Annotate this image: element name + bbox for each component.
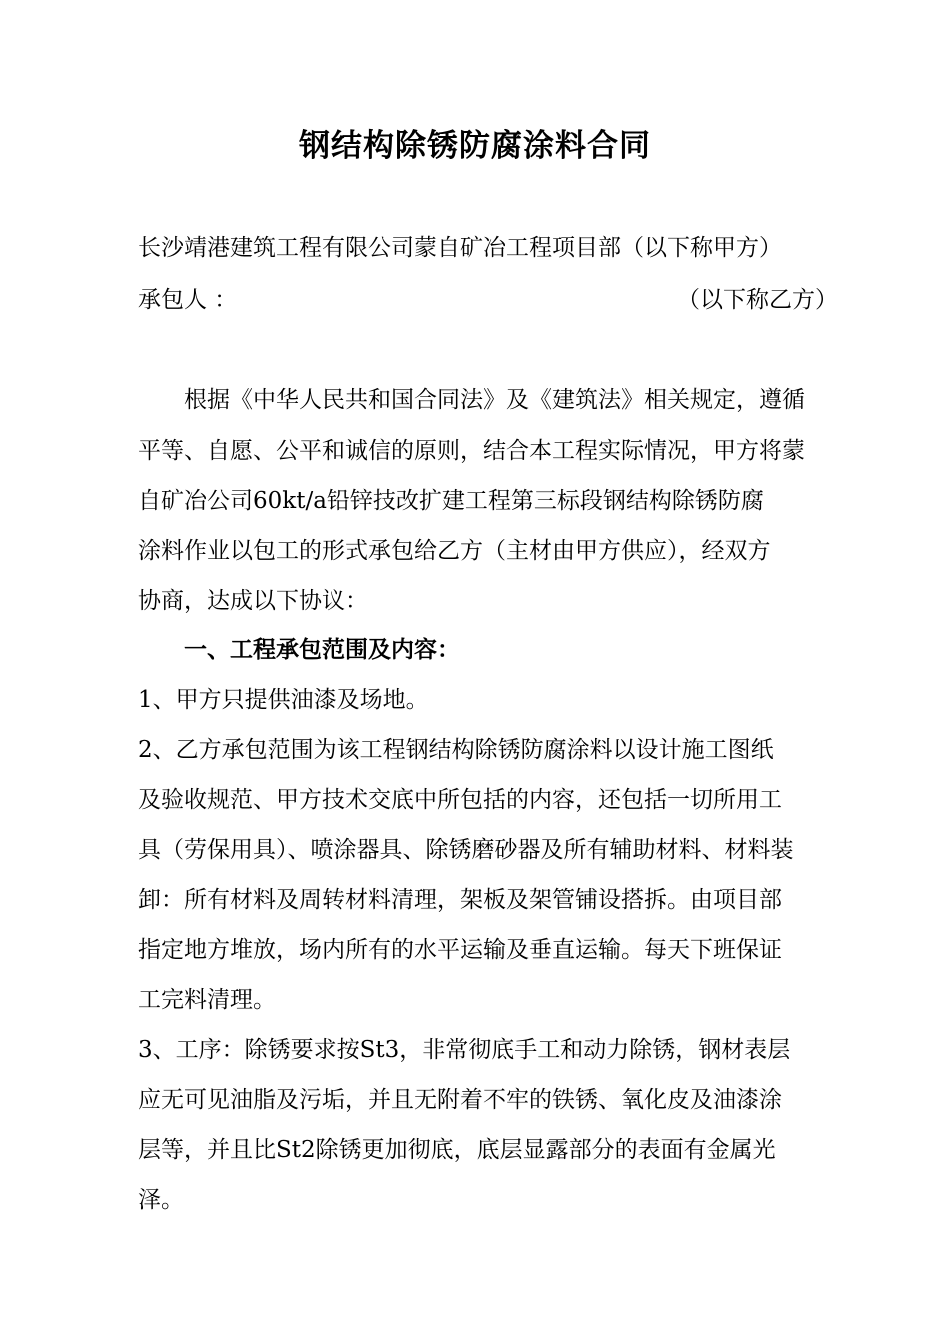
clause-item-3-line: 泽。 [138,1187,184,1213]
clause-item-2-line: 2、乙方承包范围为该工程钢结构除锈防腐涂料以设计施工图纸 [138,737,774,763]
party-a-line: 长沙靖港建筑工程有限公司蒙自矿冶工程项目部（以下称甲方） [138,235,782,261]
clause-item-2-line: 具（劳保用具）、喷涂器具、除锈磨砂器及所有辅助材料、材料装 [138,837,794,863]
preamble-line: 协商，达成以下协议： [138,588,368,614]
clause-item-3-line: 层等，并且比St2除锈更加彻底，底层显露部分的表面有金属光 [138,1137,776,1163]
preamble-line: 自矿冶公司60kt/a铅锌技改扩建工程第三标段钢结构除锈防腐 [138,488,764,514]
clause-item-1: 1、甲方只提供油漆及场地。 [138,687,429,713]
party-b-line [138,284,838,316]
clause-item-3-line: 3、工序：除锈要求按St3，非常彻底手工和动力除锈，钢材表层 [138,1037,791,1063]
preamble-line: 根据《中华人民共和国合同法》及《建筑法》相关规定，遵循 [138,387,805,413]
clause-item-2-line: 指定地方堆放，场内所有的水平运输及垂直运输。每天下班保证 [138,937,782,963]
contract-title: 钢结构除锈防腐涂料合同 [299,128,651,164]
clause-item-3-line: 应无可见油脂及污垢，并且无附着不牢的铁锈、氧化皮及油漆涂 [138,1087,782,1113]
clause-item-2-line: 卸：所有材料及周转材料清理，架板及架管铺设搭拆。由项目部 [138,887,782,913]
party-b-suffix: （以下称乙方） [677,287,838,313]
clause-item-2-line: 工完料清理。 [138,987,276,1013]
preamble-line: 涂料作业以包工的形式承包给乙方（主材由甲方供应），经双方 [138,538,771,564]
preamble-line: 平等、自愿、公平和诚信的原则，结合本工程实际情况，甲方将蒙 [138,438,805,464]
section-heading: 一、工程承包范围及内容： [138,636,460,663]
clause-item-2-line: 及验收规范、甲方技术交底中所包括的内容，还包括一切所用工 [138,787,782,813]
party-b-label: 承包人 ： [138,287,238,313]
